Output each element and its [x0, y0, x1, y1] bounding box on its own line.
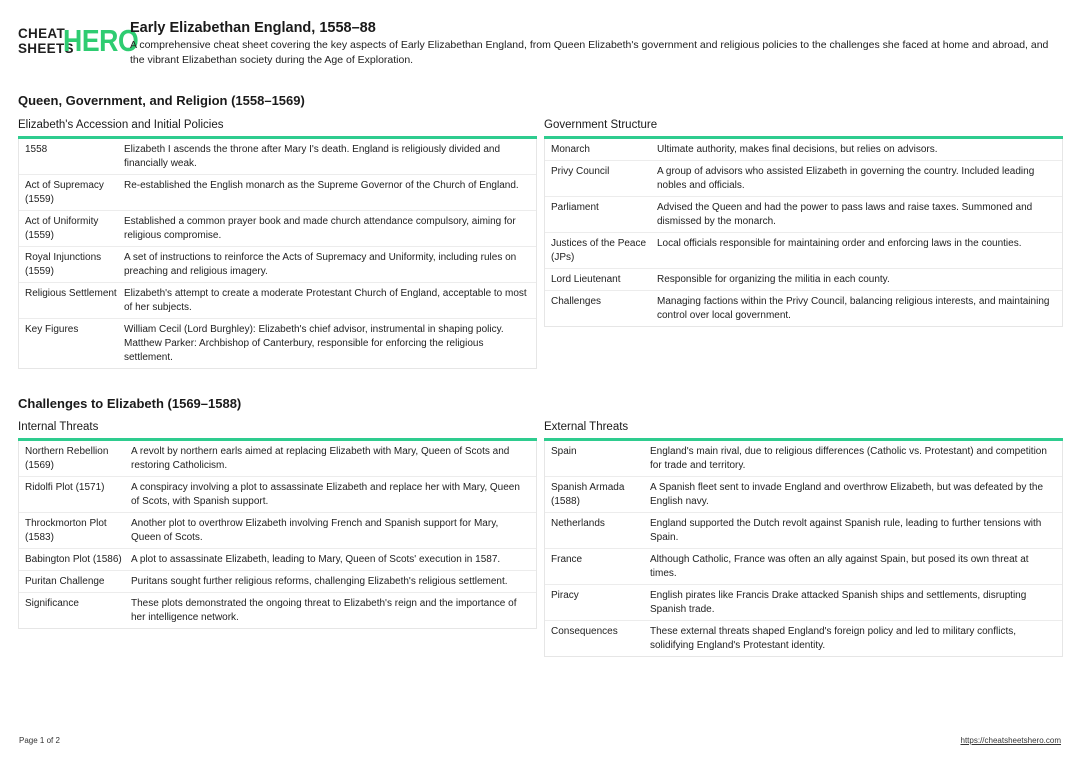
row-value: Local officials responsible for maintaining order and enforcing laws in the counties. [657, 238, 1022, 249]
card-external-threats [544, 420, 1063, 657]
row-key: Piracy [551, 590, 579, 601]
row-key: Act of Uniformity (1559) [25, 216, 99, 241]
table-row [545, 585, 1062, 621]
page-description: A comprehensive cheat sheet covering the key aspects of Early Elizabethan England, from Queen Elizabeth's government and religious policies to the challenges she faced at home and abroad, and the vibrant Elizabethan society during the Age of Exploration. [130, 39, 1049, 66]
row-key: France [551, 554, 583, 565]
logo-text: CHEAT SHEETS [18, 26, 74, 56]
table-row [19, 593, 536, 628]
page-number: Page 1 of 2 [19, 736, 60, 745]
card-table [18, 441, 537, 629]
table-row [19, 319, 536, 368]
card-title: External Threats [544, 421, 629, 433]
row-key: Netherlands [551, 518, 605, 529]
table-row [19, 441, 536, 477]
table-row [545, 139, 1062, 161]
row-value: Another plot to overthrow Elizabeth involving French and Spanish support for Mary, Queen of Scots. [131, 518, 499, 543]
table-row [19, 175, 536, 211]
table-row [545, 197, 1062, 233]
row-value: A Spanish fleet sent to invade England and overthrow Elizabeth, but was defeated by the English navy. [650, 482, 1044, 507]
table-row [19, 571, 536, 593]
card-accession [18, 118, 537, 369]
table-row [545, 291, 1062, 326]
table-row [19, 283, 536, 319]
card-table [544, 441, 1063, 657]
row-value: Re-established the English monarch as the Supreme Governor of the Church of England. [124, 180, 519, 191]
row-key: Lord Lieutenant [551, 274, 621, 285]
row-value: Elizabeth I ascends the throne after Mary I's death. England is religiously divided and financially weak. [124, 144, 501, 169]
card-table [18, 139, 537, 369]
card-government-structure [544, 118, 1063, 327]
row-value: English pirates like Francis Drake attacked Spanish ships and settlements, disrupting Spanish trade. [650, 590, 1027, 615]
row-key: Babington Plot (1586) [25, 554, 122, 565]
row-key: Parliament [551, 202, 599, 213]
row-value: A plot to assassinate Elizabeth, leading to Mary, Queen of Scots' execution in 1587. [131, 554, 501, 565]
row-value: Ultimate authority, makes final decisions, but relies on advisors. [657, 144, 938, 155]
section-title: Challenges to Elizabeth (1569–1588) [18, 396, 242, 411]
row-key: Justices of the Peace (JPs) [551, 238, 647, 263]
table-row [545, 233, 1062, 269]
table-row [545, 161, 1062, 197]
row-key: Key Figures [25, 324, 79, 335]
row-value: England supported the Dutch revolt against Spanish rule, leading to further tensions with Spain. [650, 518, 1042, 543]
table-row [545, 269, 1062, 291]
row-key: Royal Injunctions (1559) [25, 252, 102, 277]
row-value: These plots demonstrated the ongoing threat to Elizabeth's reign and the importance of her intelligence network. [131, 598, 517, 623]
row-value: Puritans sought further religious reforms, challenging Elizabeth's religious settlement. [131, 576, 508, 587]
row-value: A conspiracy involving a plot to assassinate Elizabeth and replace her with Mary, Queen of Scots, with Spanish support. [131, 482, 520, 507]
row-key: Religious Settlement [25, 288, 117, 299]
row-value: Responsible for organizing the militia in each county. [657, 274, 890, 285]
table-row [19, 549, 536, 571]
row-key: Spain [551, 446, 577, 457]
card-title: Internal Threats [18, 421, 99, 433]
table-row [545, 621, 1062, 656]
table-row [545, 513, 1062, 549]
row-key: Ridolfi Plot (1571) [25, 482, 105, 493]
row-key: Challenges [551, 296, 602, 307]
row-value: A revolt by northern earls aimed at replacing Elizabeth with Mary, Queen of Scots and restoring Catholicism. [131, 446, 510, 471]
site-link[interactable]: https://cheatsheetshero.com [960, 736, 1061, 745]
row-key: Spanish Armada (1588) [551, 482, 625, 507]
card-title: Elizabeth's Accession and Initial Policies [18, 119, 224, 131]
table-row [19, 247, 536, 283]
row-key: Monarch [551, 144, 590, 155]
row-value: A group of advisors who assisted Elizabeth in governing the country. Included leading nobles and officials. [657, 166, 1035, 191]
card-internal-threats [18, 420, 537, 629]
row-value: Advised the Queen and had the power to pass laws and raise taxes. Summoned and dismissed by the monarch. [657, 202, 1033, 227]
row-value: Although Catholic, France was often an ally against Spain, but posed its own threat at times. [650, 554, 1029, 579]
cheatsheetshero-logo[interactable] [18, 23, 139, 59]
row-key: Act of Supremacy (1559) [25, 180, 104, 205]
row-value: William Cecil (Lord Burghley): Elizabeth's chief advisor, instrumental in shaping policy. Matthew Parker: Archbishop of Canterbury, responsible for enforcing the religious settlement. [124, 324, 504, 363]
table-row [545, 549, 1062, 585]
table-row [19, 513, 536, 549]
row-key: Throckmorton Plot (1583) [25, 518, 107, 543]
logo-hero-text: HERO [63, 23, 139, 58]
row-value: Managing factions within the Privy Council, balancing religious interests, and maintaining control over local government. [657, 296, 1050, 321]
row-key: 1558 [25, 144, 48, 155]
page-title: Early Elizabethan England, 1558–88 [130, 20, 376, 36]
section-title: Queen, Government, and Religion (1558–1569) [18, 93, 305, 108]
row-value: These external threats shaped England's foreign policy and led to military conflicts, solidifying England's Protestant identity. [650, 626, 1016, 651]
table-row [545, 441, 1062, 477]
table-row [545, 477, 1062, 513]
row-key: Northern Rebellion (1569) [25, 446, 109, 471]
row-key: Consequences [551, 626, 618, 637]
row-value: Established a common prayer book and made church attendance compulsory, aiming for religious compromise. [124, 216, 516, 241]
row-key: Significance [25, 598, 79, 609]
card-title: Government Structure [544, 119, 658, 131]
row-key: Privy Council [551, 166, 610, 177]
card-table [544, 139, 1063, 327]
row-value: England's main rival, due to religious differences (Catholic vs. Protestant) and competition for trade and territory. [650, 446, 1047, 471]
table-row [19, 211, 536, 247]
row-value: A set of instructions to reinforce the Acts of Supremacy and Uniformity, including rules on preaching and religious imagery. [124, 252, 517, 277]
row-key: Puritan Challenge [25, 576, 105, 587]
row-value: Elizabeth's attempt to create a moderate Protestant Church of England, acceptable to most of her subjects. [124, 288, 527, 313]
table-row [19, 477, 536, 513]
table-row [19, 139, 536, 175]
